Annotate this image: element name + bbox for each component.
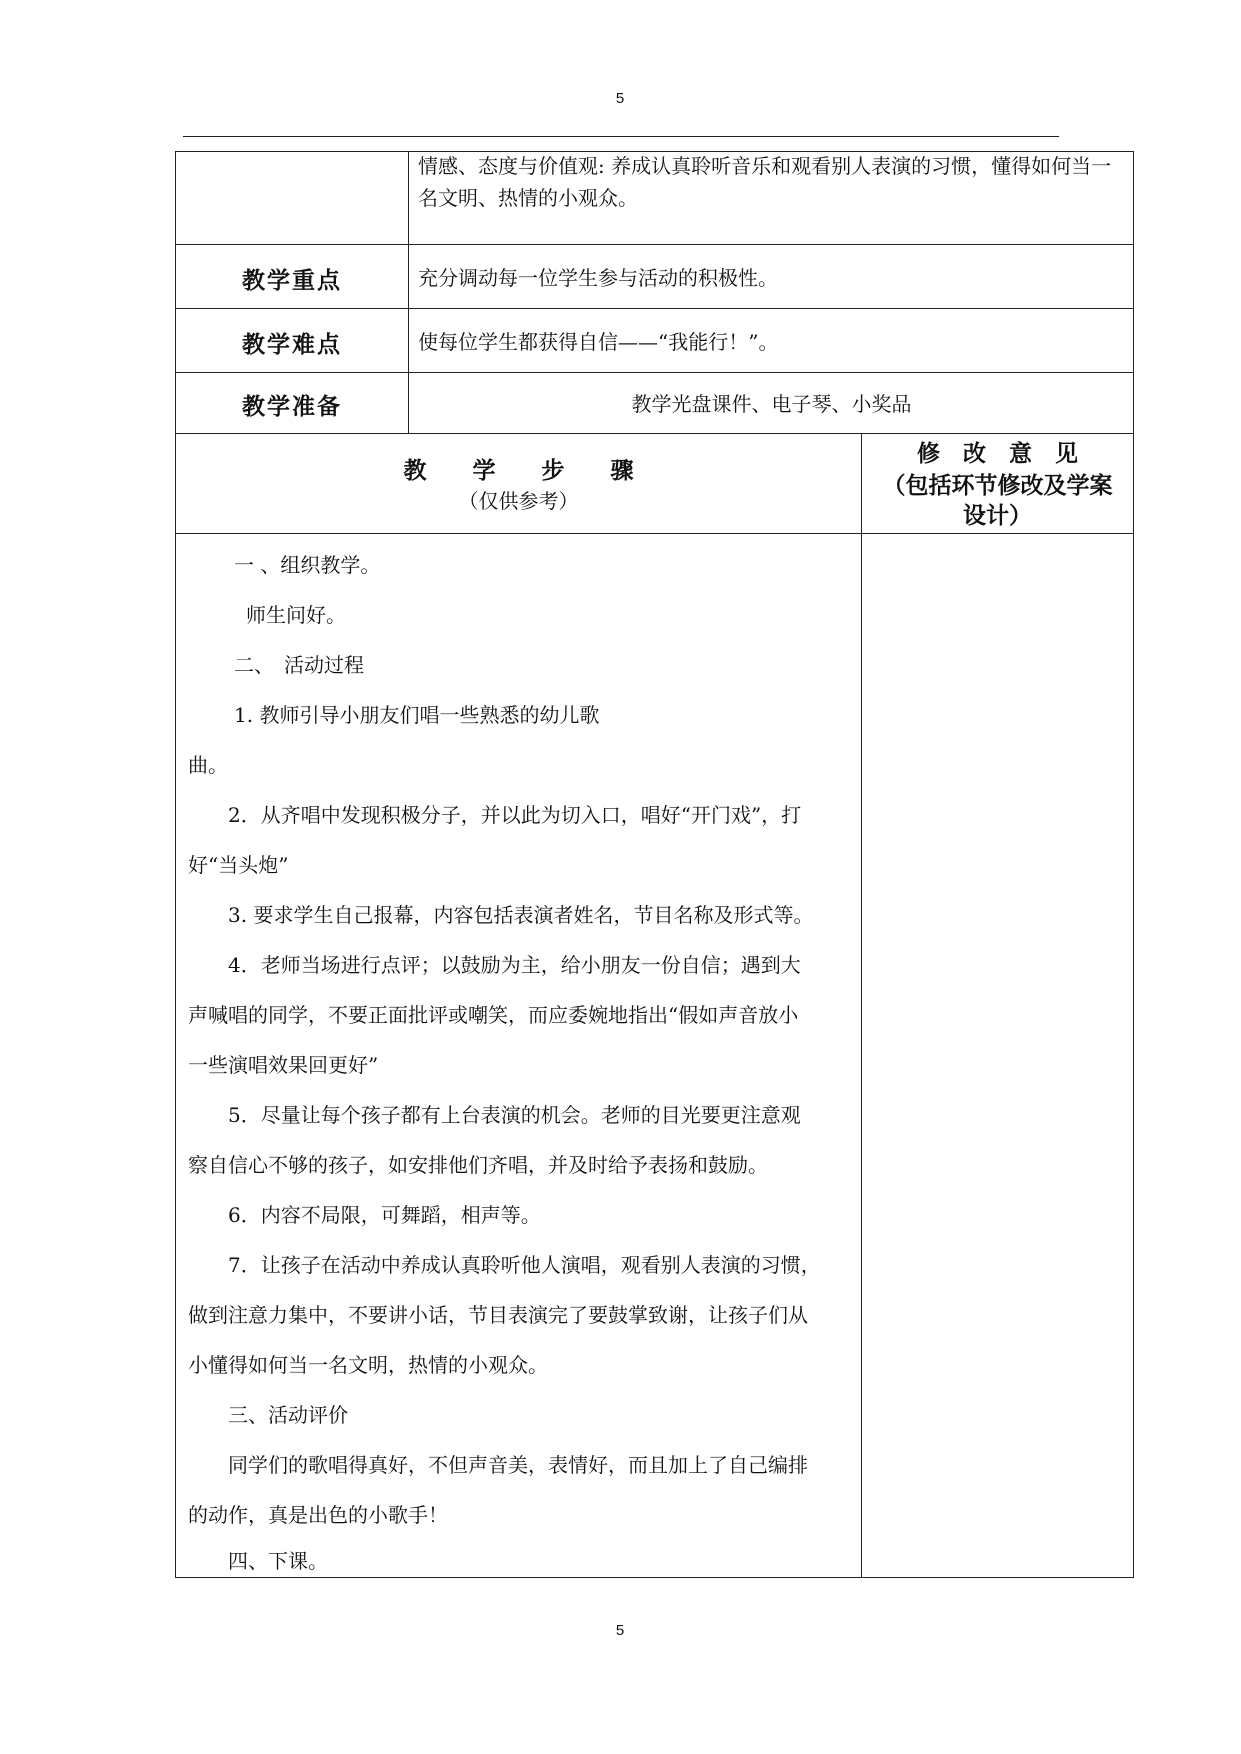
step-line: 做到注意力集中，不要讲小话，节目表演完了要鼓掌致谢，让孩子们从 [188, 1303, 808, 1327]
key-point-text: 充分调动每一位学生参与活动的积极性。 [418, 266, 778, 290]
preparation-label: 教学准备 [242, 393, 342, 420]
page-number-bottom: 5 [615, 1622, 625, 1639]
step-line: 1. 教师引导小朋友们唱一些熟悉的幼儿歌 [234, 703, 600, 727]
step-line: 师生问好。 [246, 603, 346, 627]
steps-subheader: （仅供参考） [458, 489, 579, 513]
step-line: 6．内容不局限，可舞蹈，相声等。 [228, 1203, 541, 1227]
step-line: 的动作，真是出色的小歌手！ [188, 1503, 448, 1527]
objective-text: 情感、态度与价值观: 养成认真聆听音乐和观看别人表演的习惯，懂得如何当一名文明、热情的小观众。 [418, 154, 1112, 210]
step-line: 察自信心不够的孩子，如安排他们齐唱，并及时给予表扬和鼓励。 [188, 1153, 768, 1177]
step-line: 二、 活动过程 [234, 653, 364, 677]
step-line: 同学们的歌唱得真好，不但声音美，表情好，而且加上了自己编排 [228, 1453, 808, 1477]
revision-header-line2: （包括环节修改及学案 [882, 472, 1113, 499]
header-rule [183, 136, 1059, 137]
objective-label-cell [175, 151, 409, 245]
step-line: 声喊唱的同学，不要正面批评或嘲笑，而应委婉地指出“假如声音放小 [188, 1003, 799, 1027]
step-line: 一些演唱效果回更好” [188, 1053, 379, 1077]
page-number-top: 5 [615, 90, 625, 107]
step-line: 四、下课。 [228, 1549, 328, 1573]
step-line: 4．老师当场进行点评；以鼓励为主，给小朋友一份自信；遇到大 [228, 953, 801, 977]
difficulty-label: 教学难点 [242, 331, 342, 358]
revision-header-line3: 设计） [963, 502, 1032, 529]
step-line: 三、活动评价 [228, 1403, 348, 1427]
step-line: 小懂得如何当一名文明，热情的小观众。 [188, 1353, 548, 1377]
preparation-text: 教学光盘课件、电子琴、小奖品 [631, 392, 912, 416]
revision-header-line1: 修 改 意 见 [917, 440, 1078, 467]
step-line: 7．让孩子在活动中养成认真聆听他人演唱，观看别人表演的习惯， [228, 1253, 821, 1277]
step-line: 5．尽量让每个孩子都有上台表演的机会。老师的目光要更注意观 [228, 1103, 801, 1127]
steps-header: 教 学 步 骤 [403, 457, 634, 484]
step-line: 好“当头炮” [188, 853, 289, 877]
step-line: 2．从齐唱中发现积极分子，并以此为切入口，唱好“开门戏”，打 [228, 803, 802, 827]
step-line: 3. 要求学生自己报幕，内容包括表演者姓名，节目名称及形式等。 [228, 903, 814, 927]
key-point-label: 教学重点 [242, 267, 342, 294]
difficulty-text: 使每位学生都获得自信——“我能行！”。 [418, 330, 779, 354]
step-line: 曲。 [188, 753, 228, 777]
step-line: 一 、组织教学。 [234, 553, 381, 577]
